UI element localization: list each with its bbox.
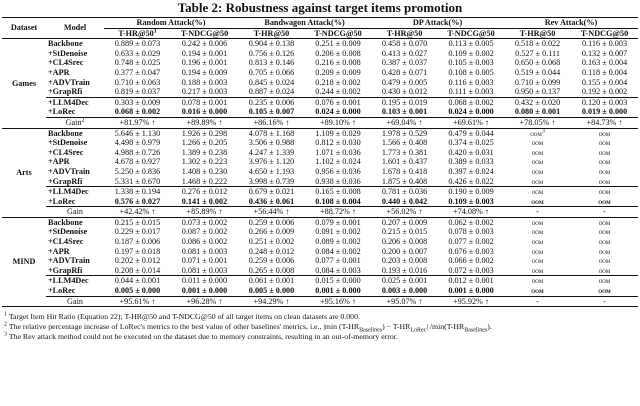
table-row bbox=[2, 78, 638, 88]
metric-cell: oom bbox=[531, 265, 544, 275]
gain-cell: +95.07% ↑ bbox=[371, 296, 438, 307]
table-row bbox=[2, 68, 638, 78]
table-caption: Table 2: Robustness against target items promotion bbox=[177, 0, 463, 15]
metric-cell: 1.389 ± 0.238 bbox=[181, 147, 228, 157]
metric-cell: 3.506 ± 0.988 bbox=[248, 138, 295, 148]
metric-cell: 0.077 ± 0.001 bbox=[315, 256, 361, 266]
metric-cell: 0.216 ± 0.008 bbox=[315, 58, 361, 68]
header-metric: T-NDCG@50 bbox=[580, 28, 629, 38]
metric-cell: 0.078 ± 0.003 bbox=[448, 227, 494, 237]
table-row bbox=[2, 227, 638, 237]
metric-cell: oom bbox=[598, 196, 611, 206]
metric-cell: oom bbox=[504, 276, 571, 286]
table-row bbox=[2, 148, 638, 158]
metric-cell: 0.068 ± 0.002 bbox=[438, 97, 504, 107]
metric-cell: oom bbox=[531, 256, 544, 266]
table-row bbox=[2, 247, 638, 257]
metric-cell: 1.102 ± 0.024 bbox=[315, 157, 361, 167]
model-name: +GrapRfi bbox=[48, 176, 83, 186]
metric-cell: 0.024 ± 0.000 bbox=[315, 107, 361, 117]
metric-cell: oom bbox=[598, 256, 611, 266]
metric-cell: 0.303 ± 0.009 bbox=[104, 97, 171, 107]
metric-cell: 0.188 ± 0.003 bbox=[181, 77, 228, 87]
metric-cell: 0.207 ± 0.009 bbox=[371, 217, 438, 227]
metric-cell: 0.103 ± 0.001 bbox=[381, 107, 428, 117]
metric-cell: 0.001 ± 0.000 bbox=[448, 286, 494, 296]
metric-cell: 0.420 ± 0.031 bbox=[448, 147, 494, 157]
metric-cell: oom bbox=[531, 196, 544, 206]
metric-cell: 0.436 ± 0.061 bbox=[248, 196, 295, 206]
metric-cell: 0.218 ± 0.002 bbox=[315, 77, 361, 87]
metric-cell: 0.266 ± 0.009 bbox=[248, 227, 295, 237]
table-row bbox=[2, 58, 638, 68]
metric-cell: 1.875 ± 0.408 bbox=[381, 176, 428, 186]
table-row bbox=[2, 237, 638, 247]
metric-cell: oom bbox=[598, 176, 611, 186]
metric-cell: 1.302 ± 0.223 bbox=[181, 157, 228, 167]
metric-cell: oom bbox=[531, 246, 544, 256]
metric-cell: 0.374 ± 0.025 bbox=[448, 138, 494, 148]
metric-cell: 4.650 ± 1.193 bbox=[248, 166, 295, 176]
metric-cell: 1.773 ± 0.381 bbox=[381, 147, 428, 157]
metric-cell: 0.705 ± 0.066 bbox=[248, 67, 295, 77]
metric-cell: 1.408 ± 0.230 bbox=[181, 166, 228, 176]
metric-cell: 0.190 ± 0.009 bbox=[438, 187, 504, 197]
model-name: +CL4Srec bbox=[48, 147, 84, 157]
metric-cell: 0.244 ± 0.002 bbox=[315, 87, 361, 97]
metric-cell: oom bbox=[531, 147, 544, 157]
metric-cell: 1.926 ± 0.298 bbox=[171, 128, 238, 138]
gain-cell: +81.97% ↑ bbox=[104, 117, 171, 128]
metric-cell: 0.187 ± 0.006 bbox=[114, 237, 161, 247]
metric-cell: oom bbox=[531, 166, 544, 176]
gain-cell: +94.29% ↑ bbox=[238, 296, 305, 307]
table-body bbox=[2, 39, 638, 307]
metric-cell: oom bbox=[571, 187, 638, 197]
table-row bbox=[2, 217, 638, 227]
metric-cell: oom bbox=[531, 138, 544, 148]
gain-cell: - bbox=[571, 296, 638, 307]
metric-cell: 0.217 ± 0.003 bbox=[181, 87, 228, 97]
gain-cell: +89.89% ↑ bbox=[171, 117, 238, 128]
model-name: +GrapRfi bbox=[48, 87, 83, 97]
metric-cell: 0.108 ± 0.004 bbox=[315, 196, 361, 206]
table-row bbox=[2, 87, 638, 97]
footnote-mark: 2 bbox=[81, 117, 85, 124]
metric-cell: 0.202 ± 0.012 bbox=[114, 256, 161, 266]
metric-cell: 0.527 ± 0.111 bbox=[515, 48, 560, 58]
metric-cell: 0.163 ± 0.004 bbox=[581, 58, 628, 68]
metric-cell: 0.203 ± 0.008 bbox=[381, 256, 428, 266]
metric-cell: 0.111 ± 0.003 bbox=[448, 87, 494, 97]
metric-cell: 0.229 ± 0.017 bbox=[114, 227, 161, 237]
gain-cell: - bbox=[504, 207, 571, 218]
gain-cell: +85.89% ↑ bbox=[171, 207, 238, 218]
metric-cell: oom bbox=[598, 246, 611, 256]
metric-cell: 0.389 ± 0.033 bbox=[448, 157, 494, 167]
table-row bbox=[2, 167, 638, 177]
metric-cell: 0.813 ± 0.146 bbox=[248, 58, 295, 68]
metric-cell: 0.397 ± 0.024 bbox=[448, 166, 494, 176]
header-attack-bandwagon: Bandwagon Attack(%) bbox=[238, 18, 371, 29]
model-name: Backbone bbox=[48, 39, 83, 49]
metric-cell: 0.084 ± 0.002 bbox=[315, 246, 361, 256]
model-name: +StDenoise bbox=[48, 227, 88, 237]
gain-cell: - bbox=[504, 296, 571, 307]
metric-cell: 0.011 ± 0.000 bbox=[171, 276, 238, 286]
metric-cell: 0.105 ± 0.003 bbox=[448, 58, 494, 68]
metric-cell: 0.118 ± 0.004 bbox=[581, 67, 628, 77]
table-row bbox=[2, 107, 638, 117]
metric-cell: 0.016 ± 0.000 bbox=[181, 107, 228, 117]
metric-cell: 1.109 ± 0.029 bbox=[305, 128, 371, 138]
metric-cell: 0.748 ± 0.025 bbox=[114, 58, 161, 68]
gain-cell: +95.92% ↑ bbox=[438, 296, 504, 307]
model-name: +StDenoise bbox=[48, 48, 88, 58]
table-row bbox=[2, 128, 638, 138]
metric-cell: 0.015 ± 0.000 bbox=[305, 276, 371, 286]
metric-cell: 0.062 ± 0.002 bbox=[438, 217, 504, 227]
table-row bbox=[2, 138, 638, 148]
metric-cell: 0.812 ± 0.030 bbox=[315, 138, 361, 148]
footnotes bbox=[0, 312, 640, 342]
metric-cell: 0.518 ± 0.022 bbox=[514, 39, 561, 49]
metric-cell: oom bbox=[598, 157, 611, 167]
metric-cell: 0.956 ± 0.036 bbox=[315, 166, 361, 176]
model-name: +StDenoise bbox=[48, 138, 88, 148]
header-attack-rev: Rev Attack(%) bbox=[504, 18, 638, 29]
metric-cell: 0.073 ± 0.002 bbox=[171, 217, 238, 227]
metric-cell: 4.678 ± 0.927 bbox=[114, 157, 161, 167]
model-name: +APR bbox=[48, 67, 70, 77]
metric-cell: 3.976 ± 1.120 bbox=[248, 157, 295, 167]
metric-cell: 0.066 ± 0.002 bbox=[448, 256, 494, 266]
footnote-mark: 3 bbox=[541, 128, 545, 135]
metric-cell: 0.413 ± 0.027 bbox=[381, 48, 428, 58]
table-row bbox=[2, 276, 638, 286]
footnote-1: $^1$ Target Item Hit Ratio (Equation 22); T-HR@50 and T-NDCG@50 of all target items on clean datasets are 0.000. bbox=[4, 311, 360, 322]
gain-cell: +95.16% ↑ bbox=[305, 296, 371, 307]
metric-cell: oom$^3$ bbox=[504, 128, 571, 138]
gain-cell: - bbox=[571, 207, 638, 218]
metric-cell: 0.197 ± 0.018 bbox=[114, 246, 161, 256]
metric-cell: 0.012 ± 0.001 bbox=[438, 276, 504, 286]
metric-cell: 1.678 ± 0.418 bbox=[381, 166, 428, 176]
dataset-name: MIND bbox=[2, 217, 46, 306]
metric-cell: 0.430 ± 0.012 bbox=[381, 87, 428, 97]
table-row bbox=[2, 197, 638, 207]
model-name: +ADVTrain bbox=[48, 166, 90, 176]
header-model: Model bbox=[63, 23, 87, 33]
metric-cell: 0.276 ± 0.012 bbox=[171, 187, 238, 197]
metric-cell: 0.019 ± 0.000 bbox=[581, 107, 628, 117]
metric-cell: 0.086 ± 0.002 bbox=[181, 237, 228, 247]
metric-cell: 0.756 ± 0.126 bbox=[248, 48, 295, 58]
metric-cell: 0.428 ± 0.071 bbox=[381, 67, 428, 77]
metric-cell: 0.080 ± 0.001 bbox=[514, 107, 561, 117]
table-row bbox=[2, 157, 638, 167]
metric-cell: 0.005 ± 0.000 bbox=[114, 286, 161, 296]
metric-cell: oom bbox=[598, 286, 611, 296]
model-name: +LLM4Dec bbox=[46, 97, 104, 107]
metric-cell: oom bbox=[531, 237, 544, 247]
header-metric: $T-HR@50^1$ bbox=[118, 27, 157, 38]
table-row bbox=[2, 177, 638, 187]
metric-cell: 1.978 ± 0.529 bbox=[371, 128, 438, 138]
table-row bbox=[2, 117, 638, 128]
header-metric: T-NDCG@50 bbox=[314, 28, 362, 38]
metric-cell: oom bbox=[598, 166, 611, 176]
metric-cell: 0.904 ± 0.138 bbox=[248, 39, 295, 49]
table-row bbox=[2, 207, 638, 218]
gain-cell: +88.72% ↑ bbox=[305, 207, 371, 218]
metric-cell: oom bbox=[504, 187, 571, 197]
metric-cell: 1.601 ± 0.437 bbox=[381, 157, 428, 167]
metric-cell: 1.468 ± 0.222 bbox=[181, 176, 228, 186]
metric-cell: oom bbox=[531, 286, 544, 296]
header-attack-random: Random Attack(%) bbox=[104, 18, 238, 29]
metric-cell: 0.889 ± 0.073 bbox=[114, 39, 161, 49]
metric-cell: 0.108 ± 0.005 bbox=[448, 67, 494, 77]
gain-cell: +69.61% ↑ bbox=[438, 117, 504, 128]
metric-cell: 5.250 ± 0.836 bbox=[114, 166, 161, 176]
model-name: Backbone bbox=[46, 128, 104, 138]
header-metric: T-HR@50 bbox=[519, 28, 556, 38]
gain-cell: +86.16% ↑ bbox=[238, 117, 305, 128]
metric-cell: 0.458 ± 0.070 bbox=[381, 39, 428, 49]
metric-cell: oom bbox=[598, 227, 611, 237]
metric-cell: 0.165 ± 0.008 bbox=[305, 187, 371, 197]
table-row bbox=[2, 266, 638, 276]
header-metric: T-NDCG@50 bbox=[447, 28, 495, 38]
gain-cell: +84.73% ↑ bbox=[571, 117, 638, 128]
metric-cell: 0.072 ± 0.003 bbox=[448, 265, 494, 275]
metric-cell: 0.120 ± 0.003 bbox=[571, 97, 638, 107]
header-metric: T-NDCG@50 bbox=[180, 28, 229, 38]
metric-cell: 0.887 ± 0.024 bbox=[248, 87, 295, 97]
model-name: +ADVTrain bbox=[48, 77, 90, 87]
metric-cell: 0.079 ± 0.001 bbox=[305, 217, 371, 227]
metric-cell: 0.089 ± 0.002 bbox=[315, 237, 361, 247]
metric-cell: 5.331 ± 0.670 bbox=[114, 176, 161, 186]
metric-cell: 0.132 ± 0.007 bbox=[581, 48, 628, 58]
metric-cell: 0.426 ± 0.022 bbox=[448, 176, 494, 186]
metric-cell: 0.432 ± 0.020 bbox=[504, 97, 571, 107]
metric-cell: 0.076 ± 0.001 bbox=[305, 97, 371, 107]
metric-cell: 0.141 ± 0.002 bbox=[181, 196, 228, 206]
footnote-mark: 1 bbox=[153, 27, 157, 34]
table-row bbox=[2, 286, 638, 296]
metric-cell: 0.576 ± 0.027 bbox=[114, 196, 161, 206]
metric-cell: 4.078 ± 1.168 bbox=[238, 128, 305, 138]
metric-cell: 0.519 ± 0.044 bbox=[514, 67, 561, 77]
metric-cell: 0.209 ± 0.009 bbox=[315, 67, 361, 77]
model-name: +ADVTrain bbox=[48, 256, 90, 266]
table-row bbox=[2, 49, 638, 59]
metric-cell: 0.259 ± 0.006 bbox=[238, 217, 305, 227]
metric-cell: 0.938 ± 0.036 bbox=[315, 176, 361, 186]
metric-cell: 3.998 ± 0.739 bbox=[248, 176, 295, 186]
table-row bbox=[2, 39, 638, 49]
model-name: +APR bbox=[48, 246, 70, 256]
metric-cell: 0.215 ± 0.015 bbox=[104, 217, 171, 227]
results-table bbox=[2, 17, 638, 307]
metric-cell: 0.781 ± 0.036 bbox=[371, 187, 438, 197]
metric-cell: 0.208 ± 0.014 bbox=[114, 265, 161, 275]
metric-cell: 0.068 ± 0.002 bbox=[114, 107, 161, 117]
metric-cell: 1.266 ± 0.205 bbox=[181, 138, 228, 148]
model-name: Backbone bbox=[46, 217, 104, 227]
metric-cell: 0.196 ± 0.001 bbox=[181, 58, 228, 68]
metric-cell: 1.071 ± 0.036 bbox=[315, 147, 361, 157]
metric-cell: 0.113 ± 0.005 bbox=[448, 39, 494, 49]
metric-cell: 0.076 ± 0.003 bbox=[448, 246, 494, 256]
metric-cell: 0.116 ± 0.003 bbox=[581, 39, 628, 49]
gain-cell: +96.28% ↑ bbox=[171, 296, 238, 307]
metric-cell: 5.646 ± 1.130 bbox=[104, 128, 171, 138]
metric-cell: 0.001 ± 0.000 bbox=[315, 286, 361, 296]
metric-cell: 0.194 ± 0.009 bbox=[181, 67, 228, 77]
metric-cell: 0.387 ± 0.037 bbox=[381, 58, 428, 68]
dataset-name: Games bbox=[11, 78, 37, 88]
metric-cell: 0.081 ± 0.003 bbox=[181, 246, 228, 256]
metric-cell: 0.440 ± 0.042 bbox=[381, 196, 428, 206]
metric-cell: 4.498 ± 0.979 bbox=[114, 138, 161, 148]
metric-cell: 0.087 ± 0.002 bbox=[181, 227, 228, 237]
header-metric: T-HR@50 bbox=[253, 28, 290, 38]
model-name: +LLM4Dec bbox=[46, 276, 104, 286]
metric-cell: oom bbox=[598, 265, 611, 275]
footnote-2: $^2$ The relative percentage increase of LoRec's metrics to the best value of other baselines' metrics, i.e., |min $(T-HR_{Baselines}) - T-HR_{LoRec}|$ $/\min(T-HR_{Baselines})$. bbox=[4, 321, 492, 334]
header-attack-dp: DP Attack(%) bbox=[371, 18, 504, 29]
metric-cell: oom bbox=[598, 237, 611, 247]
metric-cell: 0.091 ± 0.002 bbox=[315, 227, 361, 237]
metric-cell: oom bbox=[531, 227, 544, 237]
metric-cell: 0.003 ± 0.000 bbox=[381, 286, 428, 296]
metric-cell: 0.206 ± 0.008 bbox=[381, 237, 428, 247]
gain-cell: +78.05% ↑ bbox=[504, 117, 571, 128]
metric-cell: 0.024 ± 0.000 bbox=[448, 107, 494, 117]
metric-cell: 0.077 ± 0.002 bbox=[448, 237, 494, 247]
metric-cell: 0.192 ± 0.002 bbox=[581, 87, 628, 97]
model-name: +LoRec bbox=[48, 196, 76, 206]
gain-cell: +42.42% ↑ bbox=[104, 207, 171, 218]
metric-cell: 0.251 ± 0.009 bbox=[315, 39, 361, 49]
metric-cell: 0.200 ± 0.007 bbox=[381, 246, 428, 256]
metric-cell: 4.247 ± 1.339 bbox=[248, 147, 295, 157]
metric-cell: 0.479 ± 0.005 bbox=[381, 77, 428, 87]
metric-cell: 0.265 ± 0.008 bbox=[248, 265, 295, 275]
metric-cell: 0.001 ± 0.000 bbox=[181, 286, 228, 296]
metric-cell: 0.235 ± 0.006 bbox=[238, 97, 305, 107]
header-metric: T-HR@50 bbox=[386, 28, 423, 38]
model-name: +CL4Srec bbox=[48, 237, 84, 247]
metric-cell: 0.061 ± 0.001 bbox=[238, 276, 305, 286]
gain-cell: +95.61% ↑ bbox=[104, 296, 171, 307]
table-row bbox=[2, 256, 638, 266]
metric-cell: 0.071 ± 0.001 bbox=[181, 256, 228, 266]
metric-cell: oom bbox=[531, 176, 544, 186]
metric-cell: oom bbox=[571, 128, 638, 138]
metric-cell: oom bbox=[531, 157, 544, 167]
metric-cell: oom bbox=[504, 217, 571, 227]
table-row bbox=[2, 97, 638, 107]
metric-cell: 0.650 ± 0.068 bbox=[514, 58, 561, 68]
model-name: +LoRec bbox=[48, 286, 76, 296]
header-dataset: Dataset bbox=[10, 23, 38, 33]
model-name: +CL4Srec bbox=[48, 58, 84, 68]
metric-cell: 0.084 ± 0.003 bbox=[315, 265, 361, 275]
metric-cell: 0.479 ± 0.044 bbox=[438, 128, 504, 138]
metric-cell: 0.819 ± 0.037 bbox=[114, 87, 161, 97]
model-name: +APR bbox=[48, 157, 70, 167]
metric-cell: 0.195 ± 0.019 bbox=[371, 97, 438, 107]
dataset-name: Arts bbox=[2, 128, 46, 217]
gain-cell: +89.10% ↑ bbox=[305, 117, 371, 128]
metric-cell: 0.081 ± 0.003 bbox=[181, 265, 228, 275]
metric-cell: 0.679 ± 0.021 bbox=[238, 187, 305, 197]
metric-cell: 0.248 ± 0.012 bbox=[248, 246, 295, 256]
metric-cell: oom bbox=[598, 138, 611, 148]
metric-cell: 0.633 ± 0.029 bbox=[114, 48, 161, 58]
table-row bbox=[2, 296, 638, 307]
metric-cell: 0.078 ± 0.001 bbox=[171, 97, 238, 107]
metric-cell: 0.242 ± 0.006 bbox=[181, 39, 228, 49]
gain-cell: +74.08% ↑ bbox=[438, 207, 504, 218]
table-row bbox=[2, 187, 638, 197]
metric-cell: 4.988 ± 0.726 bbox=[114, 147, 161, 157]
model-name: +LLM4Dec bbox=[46, 187, 104, 197]
metric-cell: 0.206 ± 0.008 bbox=[315, 48, 361, 58]
gain-label: Gain bbox=[46, 207, 104, 218]
metric-cell: 0.105 ± 0.007 bbox=[248, 107, 295, 117]
metric-cell: 0.215 ± 0.015 bbox=[381, 227, 428, 237]
model-name: +GrapRfi bbox=[48, 265, 83, 275]
metric-cell: oom bbox=[571, 217, 638, 227]
metric-cell: oom bbox=[598, 147, 611, 157]
metric-cell: 0.109 ± 0.002 bbox=[448, 48, 494, 58]
metric-cell: oom bbox=[571, 276, 638, 286]
metric-cell: 0.710 ± 0.099 bbox=[514, 77, 561, 87]
metric-cell: 0.044 ± 0.001 bbox=[104, 276, 171, 286]
metric-cell: 0.116 ± 0.003 bbox=[448, 77, 494, 87]
metric-cell: 0.251 ± 0.002 bbox=[248, 237, 295, 247]
model-name: +LoRec bbox=[48, 107, 76, 117]
gain-label: Gain bbox=[46, 296, 104, 307]
gain-cell: +69.04% ↑ bbox=[371, 117, 438, 128]
metric-cell: 1.566 ± 0.408 bbox=[381, 138, 428, 148]
metric-cell: 0.193 ± 0.016 bbox=[381, 265, 428, 275]
metric-cell: 0.259 ± 0.006 bbox=[248, 256, 295, 266]
metric-cell: 0.005 ± 0.000 bbox=[248, 286, 295, 296]
gain-label: Gain$^2$ bbox=[46, 117, 104, 128]
metric-cell: 0.155 ± 0.004 bbox=[581, 77, 628, 87]
footnote-3: $^3$ The Rev attack method could not be executed on the dataset due to memory constraints, resulting in an out-of-memory error. bbox=[4, 331, 398, 342]
metric-cell: 0.710 ± 0.063 bbox=[114, 77, 161, 87]
metric-cell: 0.194 ± 0.001 bbox=[181, 48, 228, 58]
metric-cell: 1.338 ± 0.194 bbox=[104, 187, 171, 197]
gain-cell: +56.02% ↑ bbox=[371, 207, 438, 218]
metric-cell: 0.377 ± 0.047 bbox=[114, 67, 161, 77]
metric-cell: 0.950 ± 0.137 bbox=[514, 87, 561, 97]
metric-cell: 0.025 ± 0.001 bbox=[371, 276, 438, 286]
metric-cell: 0.845 ± 0.024 bbox=[248, 77, 295, 87]
gain-cell: +56.44% ↑ bbox=[238, 207, 305, 218]
metric-cell: 0.109 ± 0.003 bbox=[448, 196, 494, 206]
